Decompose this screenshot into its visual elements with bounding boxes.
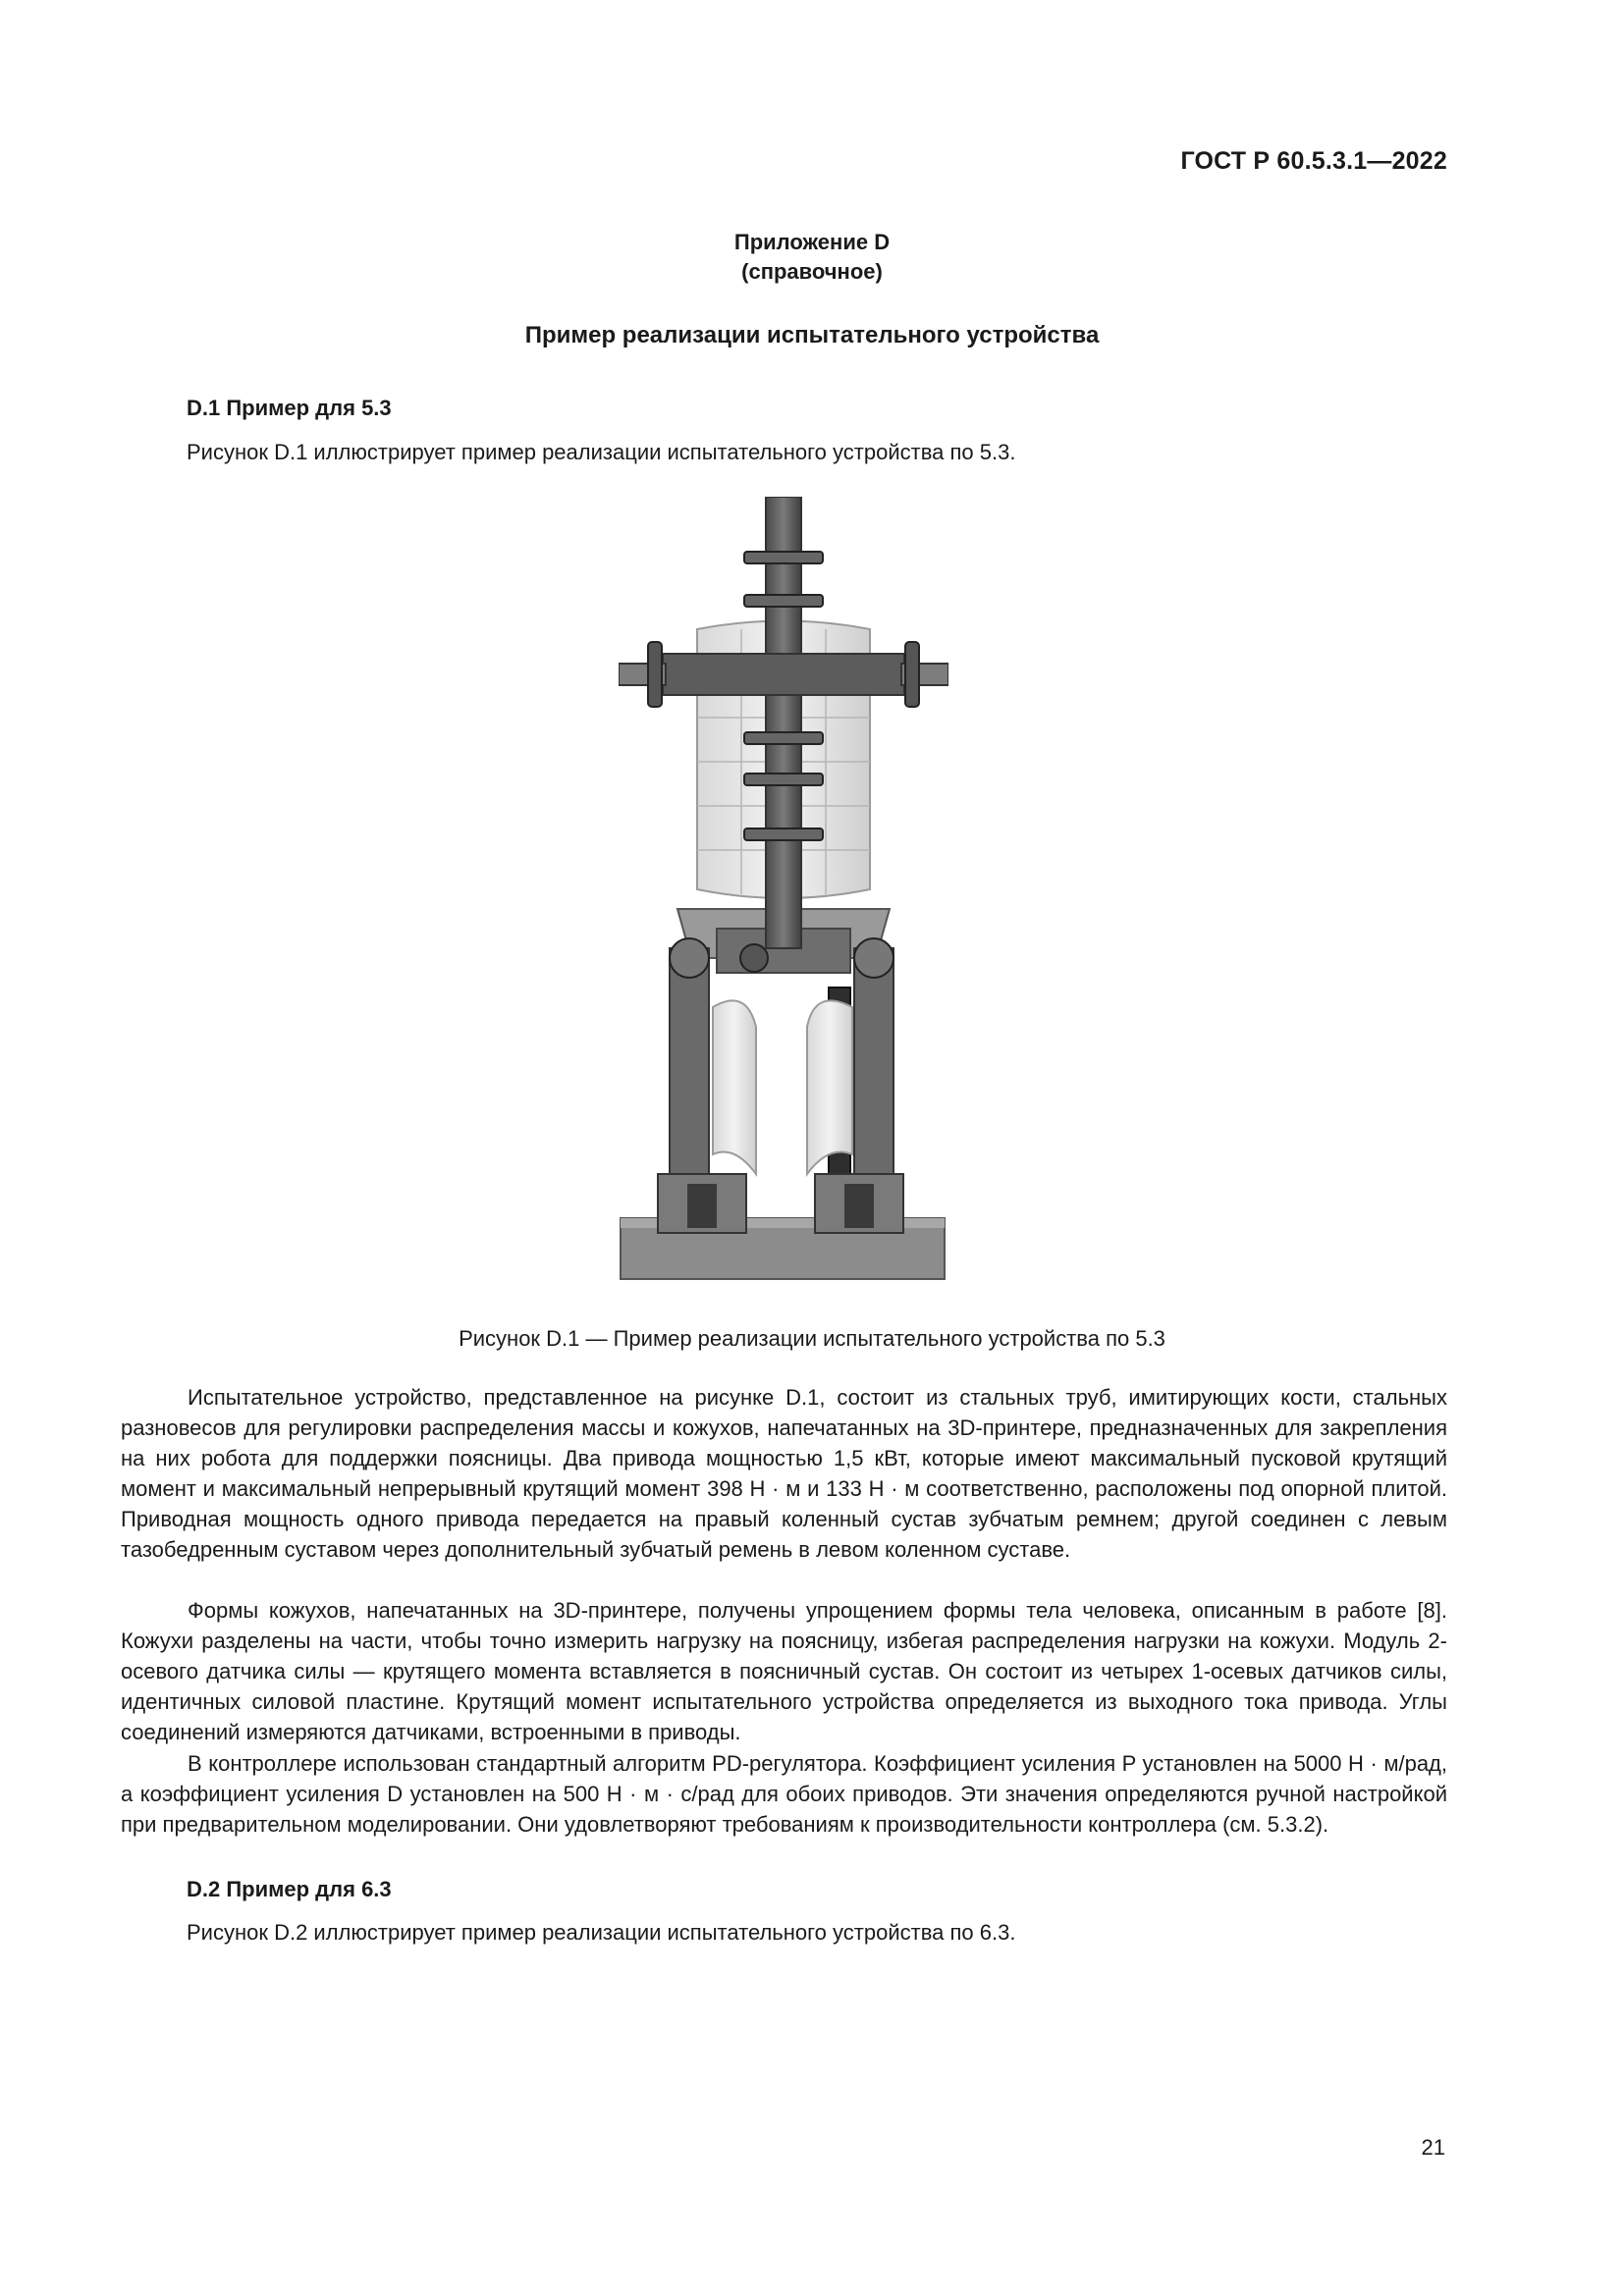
test-device-drawing	[619, 497, 948, 1282]
section-d1-intro: Рисунок D.1 иллюстрирует пример реализации испытательного устройства по 5.3.	[187, 440, 1016, 464]
appendix-title: Приложение D	[733, 230, 891, 254]
page-number: 21	[1421, 2135, 1445, 2160]
paragraph-3: В контроллере использован стандартный алгоритм PD-регулятора. Коэффициент усиления P установлен на 5000 Н · м/рад, а коэффициент усиления D установлен на 500 Н · м · с/рад для обоих приводов. Эти значения определяются ручной настройкой при предварительном моделировании. Они удовлетворяют требованиям к производительности контроллера (см. 5.3.2).	[121, 1751, 1447, 1837]
section-d2-heading: D.2 Пример для 6.3	[187, 1877, 392, 1901]
paragraph-1: Испытательное устройство, представленное на рисунке D.1, состоит из стальных труб, имитирующих кости, стальных разновесов для регулировки распределения массы и кожухов, напечатанных на 3D-принтере, предназначенных для закрепления на них робота для поддержки поясницы. Два привода мощностью 1,5 кВт, которые имеют максимальный пусковой крутящий момент и максимальный непрерывный крутящий момент 398 Н · м и 133 Н · м соответственно, расположены под опорной плитой. Приводная мощность одного привода передается на правый коленный сустав зубчатым ремнем; другой соединен с левым тазобедренным суставом через дополнительный зубчатый ремень в левом коленном суставе.	[121, 1385, 1447, 1562]
test-device-figure	[619, 497, 948, 1282]
appendix-type: (справочное)	[741, 259, 883, 284]
section-d1-heading: D.1 Пример для 5.3	[187, 396, 392, 420]
section-d2-intro: Рисунок D.2 иллюстрирует пример реализации испытательного устройства по 6.3.	[187, 1920, 1016, 1945]
figure-caption: Рисунок D.1 — Пример реализации испытательного устройства по 5.3	[459, 1326, 1165, 1351]
document-code: ГОСТ Р 60.5.3.1—2022	[1180, 147, 1447, 175]
paragraph-2: Формы кожухов, напечатанных на 3D-принтере, получены упрощением формы тела человека, описанным в работе [8]. Кожухи разделены на части, чтобы точно измерить нагрузку на поясницу, избегая распределения нагрузки на кожухи. Модуль 2-осевого датчика силы — крутящего момента вставляется в поясничный сустав. Он состоит из четырех 1-осевых датчиков силы, идентичных силовой пластине. Крутящий момент испытательного устройства определяется из выходного тока привода. Углы соединений измеряются датчиками, встроенными в приводы.	[121, 1598, 1447, 1744]
appendix-heading: Пример реализации испытательного устройства	[524, 322, 1100, 348]
